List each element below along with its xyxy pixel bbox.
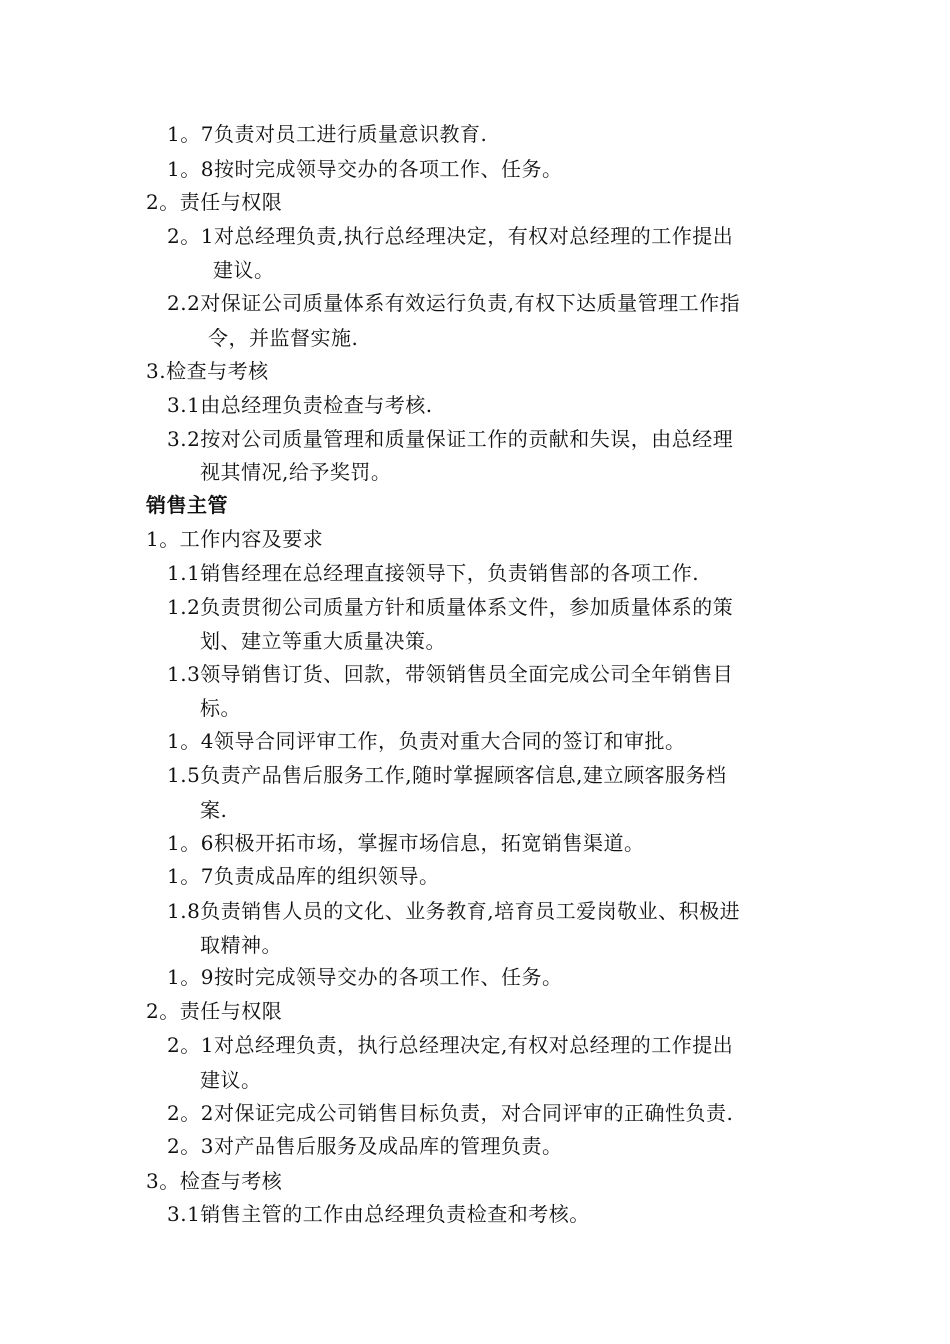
list-item: 2。1对总经理负责，执行总经理决定,有权对总经理的工作提出 (167, 1033, 734, 1057)
list-item: 1。8按时完成领导交办的各项工作、任务。 (167, 157, 563, 181)
list-item: 1。9按时完成领导交办的各项工作、任务。 (167, 965, 563, 989)
section-title: 2。责任与权限 (146, 190, 283, 214)
list-item: 3.2按对公司质量管理和质量保证工作的贡献和失误，由总经理 (167, 427, 734, 451)
section-title: 2。责任与权限 (146, 999, 283, 1023)
list-item: 2.2对保证公司质量体系有效运行负责,有权下达质量管理工作指 (167, 291, 741, 315)
section-title: 3.检查与考核 (146, 359, 269, 383)
list-item: 1.8负责销售人员的文化、业务教育,培育员工爱岗敬业、积极进 (167, 899, 741, 923)
list-item-continuation: 视其情况,给予奖罚。 (200, 460, 392, 484)
list-item: 3.1销售主管的工作由总经理负责检查和考核。 (167, 1202, 590, 1226)
list-item: 2。2对保证完成公司销售目标负责，对合同评审的正确性负责. (167, 1101, 734, 1125)
list-item-continuation: 建议。 (200, 1068, 262, 1092)
list-item: 2。1对总经理负责,执行总经理决定，有权对总经理的工作提出 (167, 224, 734, 248)
list-item: 1.3领导销售订货、回款，带领销售员全面完成公司全年销售目 (167, 662, 734, 686)
list-item: 3.1由总经理负责检查与考核. (167, 393, 433, 417)
list-item: 1.1销售经理在总经理直接领导下，负责销售部的各项工作. (167, 561, 700, 585)
list-item: 1.5负责产品售后服务工作,随时掌握顾客信息,建立顾客服务档 (167, 763, 727, 787)
list-item: 1。7负责对员工进行质量意识教育. (167, 122, 488, 146)
list-item-continuation: 建议。 (213, 258, 275, 282)
section-title: 3。检查与考核 (146, 1169, 283, 1193)
list-item: 1。6积极开拓市场，掌握市场信息，拓宽销售渠道。 (167, 831, 645, 855)
list-item: 1.2负责贯彻公司质量方针和质量体系文件，参加质量体系的策 (167, 595, 734, 619)
list-item-continuation: 案. (200, 798, 228, 822)
list-item: 2。3对产品售后服务及成品库的管理负责。 (167, 1134, 563, 1158)
list-item-continuation: 令，并监督实施. (208, 326, 359, 350)
section-heading: 销售主管 (146, 493, 228, 517)
list-item: 1。4领导合同评审工作，负责对重大合同的签订和审批。 (167, 729, 686, 753)
section-title: 1。工作内容及要求 (146, 527, 324, 551)
list-item-continuation: 取精神。 (200, 933, 282, 957)
list-item: 1。7负责成品库的组织领导。 (167, 864, 440, 888)
list-item-continuation: 标。 (200, 696, 241, 720)
list-item-continuation: 划、建立等重大质量决策。 (200, 629, 446, 653)
